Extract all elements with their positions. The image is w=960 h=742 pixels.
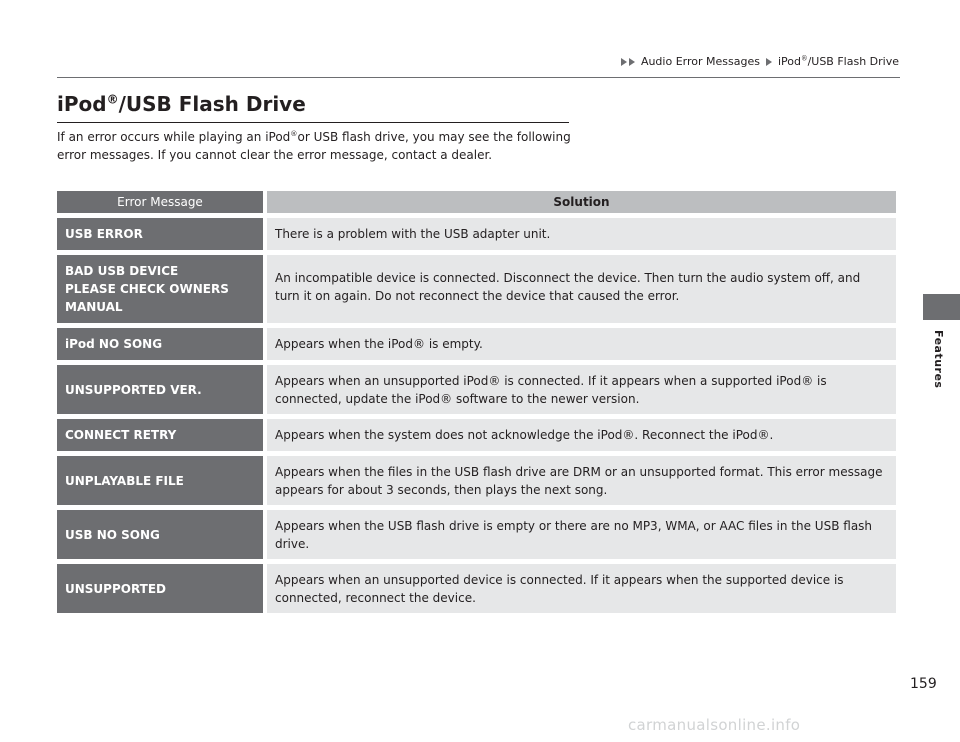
column-header-solution: Solution	[263, 191, 896, 213]
header-divider	[57, 77, 900, 78]
page-title: iPod®/USB Flash Drive	[57, 92, 306, 116]
solution-cell: There is a problem with the USB adapter unit.	[263, 218, 896, 250]
table-row	[57, 456, 896, 505]
intro-paragraph: If an error occurs while playing an iPod®or USB flash drive, you may see the following error messages. If you cannot clear the error message, contact a dealer.	[57, 129, 571, 162]
page-number: 159	[910, 676, 937, 692]
error-message-cell: CONNECT RETRY	[57, 419, 263, 451]
title-underline	[57, 122, 569, 123]
error-message-cell: UNSUPPORTED VER.	[57, 365, 263, 414]
table-row	[57, 365, 896, 414]
triangle-right-icon	[629, 58, 635, 66]
solution-cell: Appears when the iPod® is empty.	[263, 328, 896, 360]
table-row	[57, 255, 896, 323]
solution-cell: Appears when the system does not acknowledge the iPod®. Reconnect the iPod®.	[263, 419, 896, 451]
error-message-cell: BAD USB DEVICE PLEASE CHECK OWNERS MANUAL	[57, 255, 263, 323]
breadcrumb-item-audio-error-messages[interactable]: Audio Error Messages	[640, 55, 760, 68]
error-message-cell: USB ERROR	[57, 218, 263, 250]
solution-cell: An incompatible device is connected. Disconnect the device. Then turn the audio system off, and turn it on again. Do not reconnect the device that caused the error.	[263, 255, 896, 323]
triangle-right-icon	[766, 58, 772, 66]
breadcrumb	[621, 55, 899, 68]
table-row	[57, 510, 896, 559]
error-messages-table	[57, 186, 896, 618]
error-message-cell: iPod NO SONG	[57, 328, 263, 360]
error-message-cell: UNPLAYABLE FILE	[57, 456, 263, 505]
table-row	[57, 419, 896, 451]
table-row	[57, 218, 896, 250]
breadcrumb-item-current: iPod®/USB Flash Drive	[777, 54, 899, 68]
table-header-row	[57, 191, 896, 213]
error-message-cell: USB NO SONG	[57, 510, 263, 559]
error-message-cell: UNSUPPORTED	[57, 564, 263, 613]
table-row	[57, 564, 896, 613]
solution-cell: Appears when an unsupported iPod® is connected. If it appears when a supported iPod® is connected, update the iPod® software to the newer version.	[263, 365, 896, 414]
watermark: carmanualsonline.info	[628, 716, 801, 734]
section-tab-label: Features	[932, 330, 945, 389]
solution-cell: Appears when the USB flash drive is empty or there are no MP3, WMA, or AAC files in the USB flash drive.	[263, 510, 896, 559]
column-header-error-message: Error Message	[57, 191, 263, 213]
section-tab-marker	[923, 294, 960, 320]
triangle-right-icon	[621, 58, 627, 66]
solution-cell: Appears when the files in the USB flash drive are DRM or an unsupported format. This error message appears for about 3 seconds, then plays the next song.	[263, 456, 896, 505]
table-row	[57, 328, 896, 360]
solution-cell: Appears when an unsupported device is connected. If it appears when the supported device is connected, reconnect the device.	[263, 564, 896, 613]
